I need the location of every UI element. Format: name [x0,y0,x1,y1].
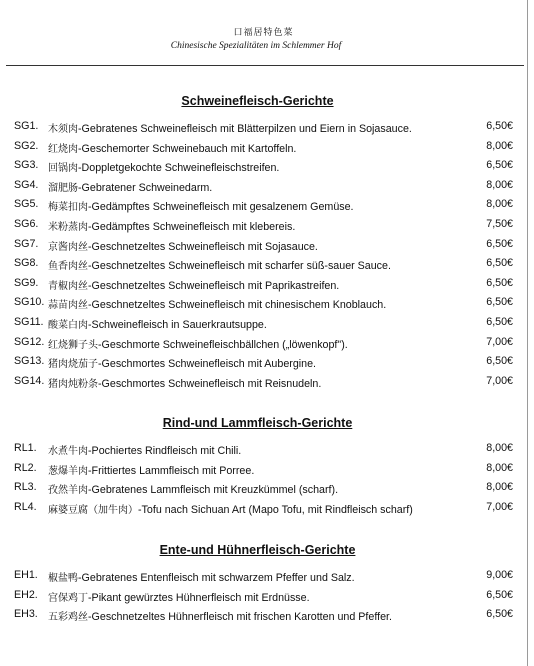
item-german-description: -Gebratener Schweinedarm. [78,181,213,194]
item-code: SG13. [14,355,45,368]
item-description [48,569,355,584]
item-price: 6,50€ [486,237,513,250]
item-code: RL4. [14,500,37,513]
item-code: SG4. [14,178,39,191]
item-german-description: -Geschmortes Schweinefleisch mit Reisnudeln. [98,377,322,390]
item-description [48,589,310,604]
item-german-description: -Pikant gewürztes Hühnerfleisch mit Erdnüsse. [88,591,310,604]
item-description [48,218,295,233]
item-code: SG3. [14,159,39,172]
item-german-description: -Pochiertes Rindfleisch mit Chili. [88,445,242,457]
item-description [48,277,339,292]
item-price: 8,00€ [486,481,513,494]
menu-item [0,140,527,160]
item-german-description: -Doppletgekochte Schweinefleischstreifen. [78,162,280,175]
item-german-description: -Gedämpftes Schweinefleisch mit gesalzenem Gemüse. [88,201,354,214]
menu-item [0,159,527,179]
item-price: 7,50€ [486,218,513,230]
item-price: 6,50€ [486,276,513,289]
menu-header [0,0,527,70]
item-price: 6,50€ [486,257,513,270]
item-description [48,120,412,135]
item-chinese-name: 青椒肉丝 [48,280,88,292]
item-chinese-name: 猪肉烧茄子 [48,359,98,371]
item-code: SG9. [14,276,39,289]
item-chinese-name: 五彩鸡丝 [48,612,88,624]
item-chinese-name: 红烧肉 [48,143,78,155]
item-code: EH1. [14,569,38,581]
item-chinese-name: 水煮牛肉 [48,446,88,457]
item-code: SG11. [14,316,44,328]
menu-item [0,120,527,140]
item-chinese-name: 米粉蒸肉 [48,222,88,233]
item-price: 7,00€ [486,335,513,348]
item-german-description: -Geschnetzeltes Schweinefleisch mit Sojasauce. [88,240,318,253]
item-code: SG10. [14,296,45,309]
menu-item [0,316,527,336]
item-description [48,238,318,253]
item-description [48,296,386,311]
menu-item [0,277,527,297]
item-price: 8,00€ [486,198,513,211]
menu-item [0,296,527,316]
menu-item [0,589,527,609]
item-code: RL3. [14,481,37,494]
item-code: SG8. [14,257,39,270]
item-german-description: -Geschnetzeltes Schweinefleisch mit Paprikastreifen. [88,279,340,292]
item-german-description: -Gebratenes Lammfleisch mit Kreuzkümmel (scharf). [88,484,339,497]
item-code: EH3. [14,608,38,621]
header-divider [6,65,524,66]
item-german-description: -Geschmorte Schweinefleischbällchen („löwenkopf"). [98,338,348,351]
chinese-subtitle: 口福居特色菜 [233,28,294,38]
item-code: SG5. [14,198,39,211]
item-code: SG1. [14,120,39,132]
item-chinese-name: 回锅肉 [48,163,78,175]
item-price: 6,50€ [486,316,513,328]
menu-item [0,462,527,482]
menu-item [0,179,527,199]
item-code: RL2. [14,461,37,474]
item-german-description: -Schweinefleisch in Sauerkrautsuppe. [88,319,267,331]
item-german-description: -Geschmortes Schweinefleisch mit Aubergine. [98,358,317,371]
menu-item [0,257,527,277]
item-code: SG2. [14,139,39,152]
item-chinese-name: 红烧狮子头 [48,339,98,351]
section-title: Rind-und Lammfleisch-Gerichte [162,416,353,430]
item-chinese-name: 猪肉炖粉条 [48,378,98,390]
item-price: 8,00€ [486,442,513,454]
item-code: SG7. [14,237,39,250]
menu-item [0,608,527,628]
menu-item [0,442,527,462]
item-description [48,608,392,623]
menu-item [0,198,527,218]
section-title: Schweinefleisch-Gerichte [181,94,334,108]
item-description [48,355,316,370]
item-chinese-name: 溜肥肠 [48,182,78,194]
item-german-description: -Gebratenes Schweinefleisch mit Blätterpilzen und Eiern in Sojasauce. [78,123,412,135]
item-price: 6,50€ [486,159,513,172]
item-price: 6,50€ [486,588,513,601]
item-german-description: -Geschemorter Schweinebauch mit Kartoffeln. [78,142,297,155]
item-chinese-name: 木须肉 [48,124,78,135]
item-description [48,140,296,155]
item-description [48,257,391,272]
item-description [48,442,241,457]
item-description [48,501,413,516]
page-border [527,0,528,666]
item-code: EH2. [14,588,38,601]
item-code: SG12. [14,335,45,348]
menu-item [0,501,527,521]
menu-item [0,569,527,589]
item-description [48,336,348,351]
item-price: 6,50€ [486,120,513,132]
item-german-description: -Geschnetzeltes Schweinefleisch mit scharfer süß-sauer Sauce. [88,260,391,273]
item-code: SG14. [14,374,45,387]
item-chinese-name: 京酱肉丝 [48,241,88,253]
item-description [48,481,338,496]
item-chinese-name: 蒜苗肉丝 [48,300,88,312]
item-german-description: -Geschnetzeltes Hühnerfleisch mit frischen Karotten und Pfeffer. [88,611,392,624]
item-price: 8,00€ [486,178,513,191]
item-chinese-name: 鱼香肉丝 [48,261,88,273]
item-chinese-name: 梅菜扣肉 [48,202,88,214]
menu-item [0,238,527,258]
item-price: 9,00€ [486,569,513,581]
menu-item [0,481,527,501]
item-german-description: -Geschnetzeltes Schweinefleisch mit chinesischem Knoblauch. [88,299,387,312]
item-chinese-name: 孜然羊肉 [48,485,88,497]
german-subtitle: Chinesische Spezialitäten im Schlemmer Hof [170,41,342,51]
item-description [48,462,254,477]
item-description [48,316,267,331]
item-german-description: -Gedämpftes Schweinefleisch mit klebereis. [88,221,296,233]
item-german-description: -Tofu nach Sichuan Art (Mapo Tofu, mit Rindfleisch scharf) [138,503,413,516]
item-german-description: -Frittiertes Lammfleisch mit Porree. [88,464,255,477]
item-code: RL1. [14,442,37,454]
item-chinese-name: 宫保鸡丁 [48,592,88,604]
item-description [48,198,354,213]
item-price: 8,00€ [486,139,513,152]
item-code: SG6. [14,218,39,230]
menu-item [0,375,527,395]
item-description [48,375,321,390]
item-price: 6,50€ [486,608,513,621]
item-chinese-name: 椒盐鸭 [48,573,78,584]
menu-item [0,355,527,375]
item-description [48,179,212,194]
item-price: 7,00€ [486,500,513,513]
section-title: Ente-und Hühnerfleisch-Gerichte [159,543,356,557]
item-price: 6,50€ [486,296,513,309]
menu-item [0,336,527,356]
menu-item [0,218,527,238]
item-price: 7,00€ [486,374,513,387]
item-description [48,159,279,174]
item-price: 6,50€ [486,355,513,368]
item-chinese-name: 酸菜白肉 [48,320,88,331]
item-price: 8,00€ [486,461,513,474]
item-german-description: -Gebratenes Entenfleisch mit schwarzem Pfeffer und Salz. [78,572,355,584]
item-chinese-name: 葱爆羊肉 [48,465,88,477]
item-chinese-name: 麻婆豆腐（加牛肉） [48,504,138,516]
